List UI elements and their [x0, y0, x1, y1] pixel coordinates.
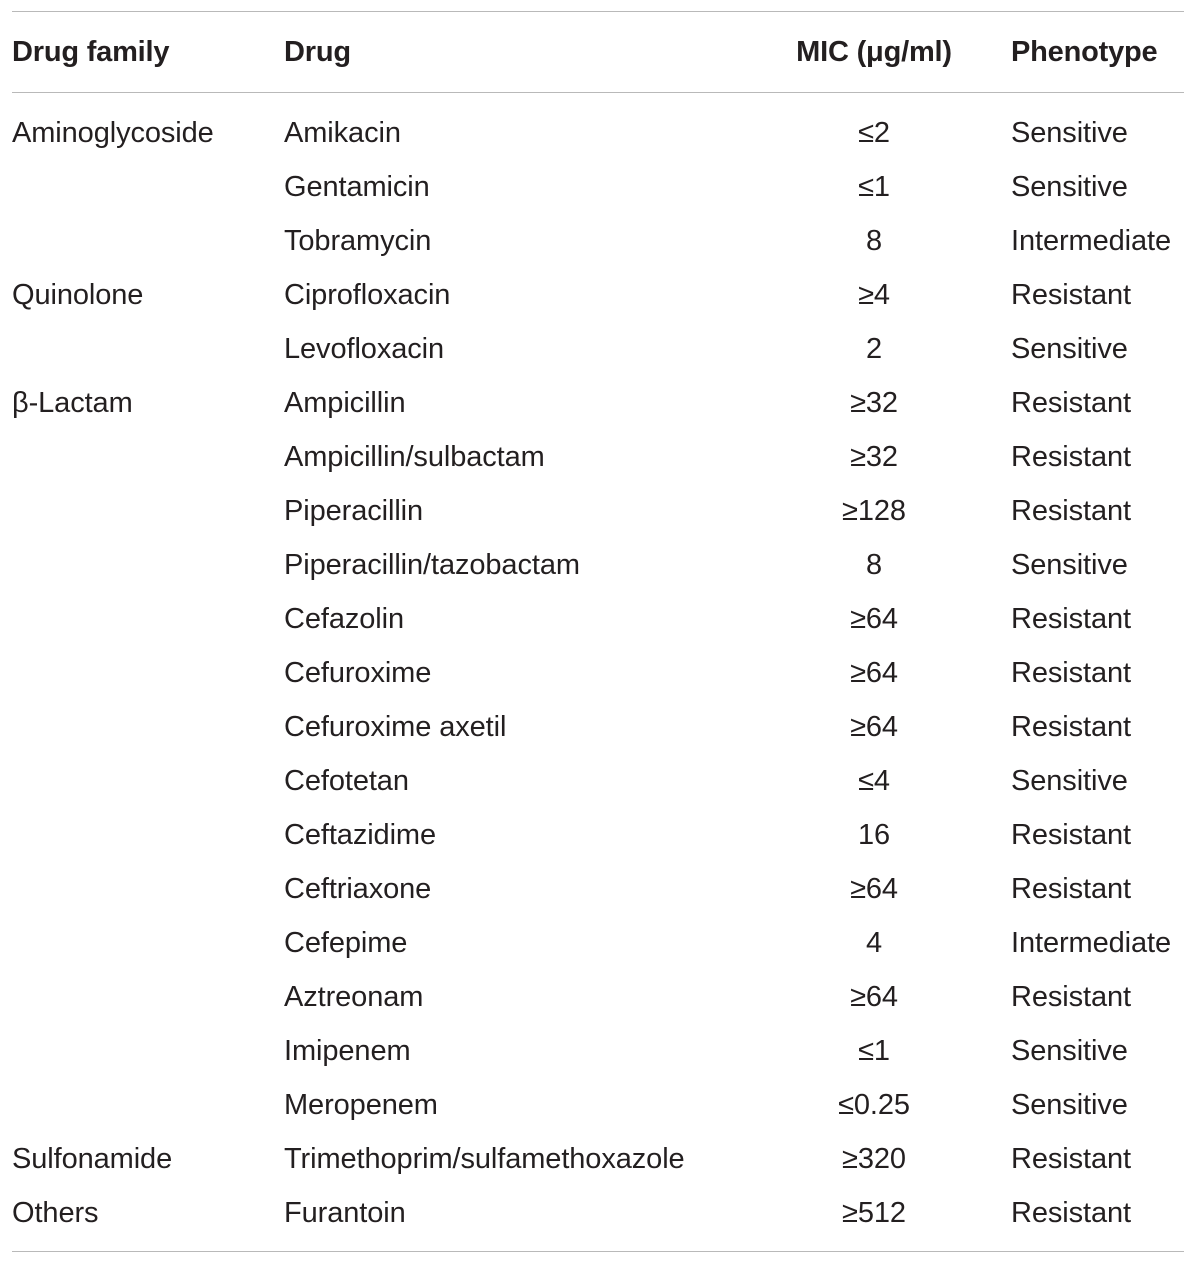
cell-drug-family: [12, 430, 284, 484]
table-row: [12, 484, 1192, 538]
cell-mic: ≤0.25: [838, 1088, 910, 1121]
cell-drug-family: [12, 1024, 284, 1078]
header-drug-family: Drug family: [12, 36, 170, 68]
cell-drug-family: [12, 916, 284, 970]
cell-drug: Ampicillin/sulbactam: [284, 440, 545, 473]
cell-drug-family: [12, 700, 284, 754]
cell-drug: Ampicillin: [284, 386, 406, 419]
cell-mic: ≥320: [842, 1142, 906, 1175]
cell-drug: Cefotetan: [284, 764, 409, 797]
cell-drug-family: β-Lactam: [12, 386, 133, 419]
top-rule: [12, 11, 1184, 12]
cell-mic: ≥64: [850, 710, 898, 743]
cell-drug-family: [12, 160, 284, 214]
table-row: [12, 970, 1192, 1024]
table-row: [12, 1132, 1192, 1186]
cell-drug-family: Quinolone: [12, 278, 144, 311]
cell-mic: ≥512: [842, 1196, 906, 1229]
cell-drug-family: Sulfonamide: [12, 1142, 173, 1175]
cell-mic: ≤1: [858, 170, 890, 203]
cell-phenotype: Resistant: [1011, 872, 1131, 905]
cell-mic: ≥64: [850, 602, 898, 635]
cell-phenotype: Intermediate: [1011, 926, 1171, 959]
header-mic: MIC (μg/ml): [796, 36, 952, 68]
cell-mic: ≤1: [858, 1034, 890, 1067]
cell-drug: Imipenem: [284, 1034, 411, 1067]
cell-phenotype: Resistant: [1011, 656, 1131, 689]
cell-drug: Meropenem: [284, 1088, 438, 1121]
cell-drug: Gentamicin: [284, 170, 430, 203]
table-row: [12, 160, 1192, 214]
cell-phenotype: Sensitive: [1011, 548, 1128, 581]
cell-phenotype: Resistant: [1011, 980, 1131, 1013]
cell-mic: 4: [865, 926, 883, 959]
table-row: [12, 92, 1192, 160]
cell-mic: ≥4: [858, 278, 890, 311]
table-row: [12, 1186, 1192, 1240]
cell-mic: 2: [865, 332, 883, 365]
table-row: [12, 268, 1192, 322]
cell-mic: ≥64: [850, 980, 898, 1013]
cell-phenotype: Resistant: [1011, 1142, 1131, 1175]
cell-drug: Ceftriaxone: [284, 872, 432, 905]
header-phenotype: Phenotype: [1011, 36, 1158, 68]
table-header: [12, 13, 1192, 92]
header-drug: Drug: [284, 36, 351, 68]
cell-phenotype: Resistant: [1011, 710, 1131, 743]
cell-phenotype: Resistant: [1011, 1196, 1131, 1229]
cell-phenotype: Sensitive: [1011, 1088, 1128, 1121]
cell-drug-family: [12, 592, 284, 646]
cell-drug-family: Aminoglycoside: [12, 116, 214, 149]
table-row: [12, 1078, 1192, 1132]
cell-drug: Cefepime: [284, 926, 408, 959]
cell-phenotype: Sensitive: [1011, 170, 1128, 203]
cell-phenotype: Sensitive: [1011, 764, 1128, 797]
cell-drug: Furantoin: [284, 1196, 406, 1229]
cell-phenotype: Sensitive: [1011, 1034, 1128, 1067]
cell-drug: Ceftazidime: [284, 818, 437, 851]
cell-phenotype: Sensitive: [1011, 116, 1128, 149]
cell-mic: 8: [865, 224, 883, 257]
cell-drug-family: [12, 754, 284, 808]
cell-phenotype: Sensitive: [1011, 332, 1128, 365]
table-row: [12, 646, 1192, 700]
table-row: [12, 808, 1192, 862]
cell-drug: Cefuroxime: [284, 656, 432, 689]
cell-phenotype: Resistant: [1011, 386, 1131, 419]
table-row: [12, 430, 1192, 484]
cell-mic: ≥64: [850, 656, 898, 689]
cell-drug-family: [12, 970, 284, 1024]
cell-phenotype: Resistant: [1011, 494, 1131, 527]
cell-mic: 16: [857, 818, 891, 851]
cell-drug: Piperacillin: [284, 494, 424, 527]
cell-drug-family: [12, 484, 284, 538]
table-row: [12, 214, 1192, 268]
table-row: [12, 376, 1192, 430]
cell-mic: 8: [865, 548, 883, 581]
table-body: [12, 92, 1192, 1240]
cell-drug-family: [12, 862, 284, 916]
cell-drug: Cefazolin: [284, 602, 404, 635]
cell-drug: Aztreonam: [284, 980, 424, 1013]
cell-phenotype: Resistant: [1011, 278, 1131, 311]
table-row: [12, 592, 1192, 646]
cell-drug-family: [12, 322, 284, 376]
cell-drug-family: [12, 808, 284, 862]
cell-drug: Piperacillin/tazobactam: [284, 548, 580, 581]
cell-drug: Trimethoprim/sulfamethoxazole: [284, 1142, 685, 1175]
cell-drug: Ciprofloxacin: [284, 278, 451, 311]
cell-phenotype: Intermediate: [1011, 224, 1171, 257]
table-row: [12, 700, 1192, 754]
header-row: [12, 13, 1192, 92]
cell-drug-family: [12, 538, 284, 592]
table-row: [12, 754, 1192, 808]
bottom-rule: [12, 1251, 1184, 1252]
susceptibility-table: [12, 13, 1192, 1240]
cell-phenotype: Resistant: [1011, 440, 1131, 473]
cell-mic: ≥64: [850, 872, 898, 905]
cell-mic: ≥32: [850, 440, 898, 473]
cell-drug-family: Others: [12, 1196, 99, 1229]
cell-mic: ≥128: [842, 494, 906, 527]
cell-drug-family: [12, 1078, 284, 1132]
table-row: [12, 1024, 1192, 1078]
cell-drug-family: [12, 214, 284, 268]
cell-drug: Levofloxacin: [284, 332, 445, 365]
table-row: [12, 538, 1192, 592]
table-row: [12, 916, 1192, 970]
cell-mic: ≤2: [858, 116, 890, 149]
cell-drug: Amikacin: [284, 116, 401, 149]
cell-drug: Cefuroxime axetil: [284, 710, 507, 743]
cell-mic: ≥32: [850, 386, 898, 419]
table-row: [12, 862, 1192, 916]
cell-phenotype: Resistant: [1011, 818, 1131, 851]
cell-drug-family: [12, 646, 284, 700]
cell-drug: Tobramycin: [284, 224, 432, 257]
cell-mic: ≤4: [858, 764, 890, 797]
cell-phenotype: Resistant: [1011, 602, 1131, 635]
table-row: [12, 322, 1192, 376]
